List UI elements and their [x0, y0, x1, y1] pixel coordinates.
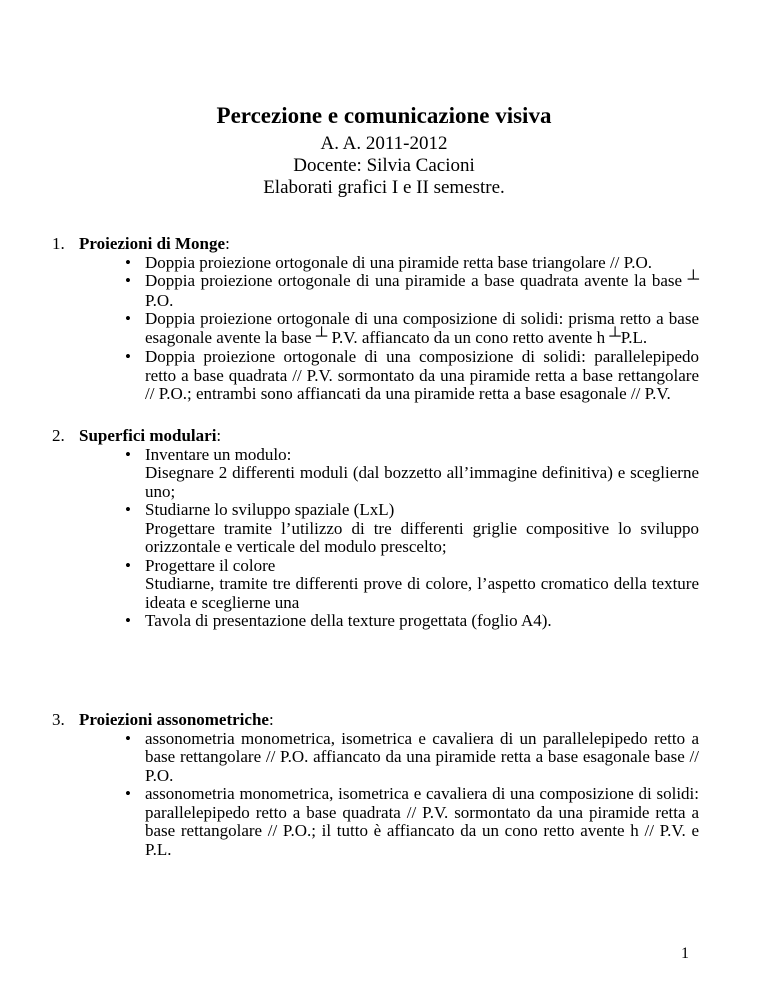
bullet-icon: •	[125, 444, 131, 464]
item-text: Doppia proiezione ortogonale di una composizione di solidi: parallelepipedo retto a base quadrata // P.V. sormontato da una piramide retta a base rettangolare // P.O.; entrambi sono affiancati da una piramide retta a base esagonale // P.V.	[145, 347, 699, 403]
item-text-end: P.O.	[145, 290, 174, 310]
section-heading	[52, 234, 699, 254]
item-text: assonometria monometrica, isometrica e cavaliera di un parallelepipedo retto a base rettangolare // P.O. affiancato da una piramide retta a base esagonale base // P.O.	[145, 728, 699, 785]
section-colon: :	[225, 234, 230, 253]
section-number: 3.	[52, 710, 65, 729]
item-description: Progettare tramite l’utilizzo di tre differenti griglie compositive lo sviluppo orizzontale e verticale del modulo prescelto;	[145, 518, 699, 556]
section-items	[79, 446, 699, 631]
bullet-icon: •	[125, 347, 131, 366]
item-text: Tavola di presentazione della texture progettata (foglio A4).	[145, 611, 552, 630]
list-item	[119, 785, 699, 859]
list-item	[119, 272, 699, 310]
bullet-icon: •	[125, 728, 131, 748]
bullet-icon: •	[125, 271, 131, 290]
item-text-mid: P.V. affiancato da un cono retto avente h	[327, 327, 610, 347]
section-colon: :	[216, 426, 222, 445]
item-text: Progettare il colore	[145, 555, 276, 575]
item-text: assonometria monometrica, isometrica e cavaliera di una composizione di solidi: parallelepipedo retto a base quadrata // P.V. sormontato da una piramide retta a base rettangolare // P.O.; il tutto è affiancato da un cono retto avente h // P.V. e P.L.	[145, 784, 699, 859]
list-item	[119, 501, 699, 557]
section-proiezioni-assonometriche	[52, 710, 699, 859]
bullet-icon: •	[125, 555, 131, 575]
item-text-end: P.L.	[620, 327, 648, 347]
section-title: Proiezioni assonometriche	[79, 710, 269, 729]
list-item	[119, 310, 699, 348]
list-item	[119, 446, 699, 502]
item-description: Disegnare 2 differenti moduli (dal bozzetto all’immagine definitiva) e sceglierne uno;	[145, 463, 699, 501]
bullet-icon: •	[125, 252, 131, 272]
section-title: Superfici modulari	[79, 426, 217, 445]
section-heading	[52, 426, 699, 446]
section-proiezioni-monge	[52, 234, 699, 404]
list-item	[119, 730, 699, 786]
bullet-icon: •	[125, 611, 131, 630]
teacher-name: Docente: Silvia Cacioni	[293, 155, 475, 176]
item-text: Inventare un modulo:	[145, 444, 292, 464]
list-item	[119, 557, 699, 613]
section-superfici-modulari	[52, 426, 699, 631]
bullet-icon: •	[125, 309, 131, 328]
list-item	[119, 348, 699, 404]
perpendicular-icon: ┴	[687, 271, 699, 288]
perpendicular-icon: ┴	[315, 327, 328, 345]
item-text: Doppia proiezione ortogonale di una piramide retta base triangolare // P.O.	[145, 252, 653, 272]
section-title: Proiezioni di Monge	[79, 234, 226, 253]
item-description: Studiarne, tramite tre differenti prove di colore, l’aspetto cromatico della texture ideata e sceglierne una	[145, 574, 699, 612]
item-text: Doppia proiezione ortogonale di una composizione di solidi: prisma retto a base esagonale avente la base	[145, 309, 699, 347]
bullet-icon: •	[125, 784, 131, 803]
document-title: Percezione e comunicazione visiva	[216, 103, 552, 128]
section-number: 2.	[52, 426, 65, 445]
section-items	[79, 730, 699, 860]
list-item	[119, 612, 699, 631]
document-subtitle: Elaborati grafici I e II semestre.	[263, 177, 505, 198]
section-colon: :	[268, 710, 274, 729]
list-item	[119, 254, 699, 273]
page-number: 1	[681, 945, 689, 962]
perpendicular-icon: ┴	[609, 327, 621, 345]
section-number: 1.	[52, 234, 65, 253]
item-text: Studiarne lo sviluppo spaziale (LxL)	[145, 500, 395, 519]
bullet-icon: •	[125, 500, 131, 519]
item-text: Doppia proiezione ortogonale di una piramide a base quadrata avente la base	[145, 271, 688, 290]
section-items	[79, 254, 699, 404]
academic-year: A. A. 2011-2012	[320, 133, 448, 154]
section-heading	[52, 710, 699, 730]
